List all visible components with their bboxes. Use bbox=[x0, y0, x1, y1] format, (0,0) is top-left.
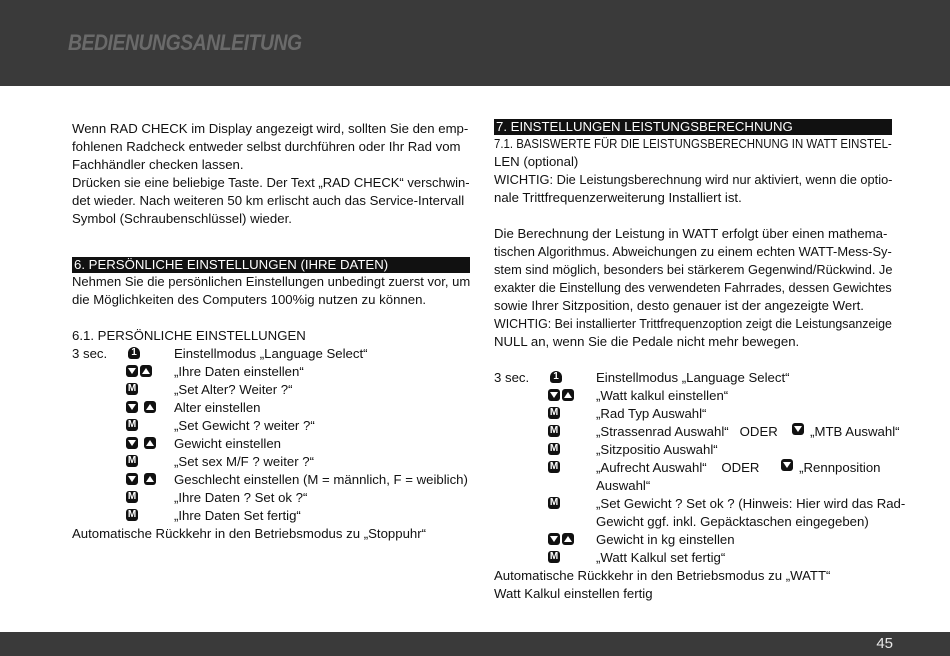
intro-line: fohlenen Radcheck entweder selbst durchführen oder Ihr Rad vom bbox=[72, 139, 461, 154]
section-text-line: Nehmen Sie die persönlichen Einstellungen unbedingt zuerst vor, um bbox=[72, 274, 471, 289]
intro-line: 7.1. BASISWERTE FÜR DIE LEISTUNGSBERECHNUNG IN WATT EINSTEL- bbox=[494, 136, 892, 151]
step-row bbox=[494, 369, 892, 387]
step-text: „Set Gewicht ? Set ok ? (Hinweis: Hier wird das Rad- Gewicht ggf. inkl. Gepäcktaschen eingegeben) bbox=[596, 496, 906, 529]
step-row bbox=[72, 507, 470, 525]
step-row bbox=[494, 423, 900, 441]
step-text: „Ihre Daten einstellen“ bbox=[174, 364, 304, 379]
mode-button-icon: M bbox=[549, 407, 559, 418]
down-up-buttons-icon bbox=[548, 533, 576, 547]
intro-line: nale Trittfrequenzerweiterung Installiert ist. bbox=[494, 190, 742, 205]
step-row bbox=[72, 489, 470, 507]
mode-button-icon: M bbox=[549, 425, 559, 436]
intro-line: WICHTIG: Die Leistungsberechnung wird nur aktiviert, wenn die optio- bbox=[494, 172, 893, 187]
para-line: stem sind möglich, besonders bei stärkerem Gegenwind/Rückwind. Je bbox=[494, 262, 893, 277]
intro-line: Fachhändler checken lassen. bbox=[72, 157, 244, 172]
down-up-buttons-icon bbox=[126, 365, 154, 379]
step-text: Einstellmodus „Language Select“ bbox=[596, 370, 790, 385]
step-row bbox=[494, 459, 892, 495]
para-line: NULL an, wenn Sie die Pedale nicht mehr bewegen. bbox=[494, 334, 800, 349]
step-text: „Ihre Daten Set fertig“ bbox=[174, 508, 301, 523]
section-heading-6: 6. PERSÖNLICHE EINSTELLUNGEN (IHRE DATEN) bbox=[72, 257, 470, 273]
step-row bbox=[494, 549, 892, 567]
para-line: Die Berechnung der Leistung in WATT erfolgt über einen mathema- bbox=[494, 226, 888, 241]
step-text: „Set Gewicht ? weiter ?“ bbox=[174, 418, 315, 433]
step-text: „Watt Kalkul set fertig“ bbox=[596, 550, 726, 565]
or-label: ODER bbox=[721, 460, 760, 475]
step-text: „Set sex M/F ? weiter ?“ bbox=[174, 454, 314, 469]
step-text: „Aufrecht Auswahl“ ODER „Rennposition Auswahl“ bbox=[596, 460, 881, 493]
intro-line: Symbol (Schraubenschlüssel) wieder. bbox=[72, 211, 292, 226]
step-text: „Sitzpositio Auswahl“ bbox=[596, 442, 718, 457]
step-label: 3 sec. bbox=[494, 370, 530, 385]
step-row bbox=[72, 381, 470, 399]
header-bar bbox=[0, 0, 950, 86]
closing-line: Automatische Rückkehr in den Betriebsmodus zu „Stoppuhr“ bbox=[72, 526, 427, 541]
page-number: 45 bbox=[876, 635, 893, 652]
step-text: Alter einstellen bbox=[174, 400, 261, 415]
para-line: tischen Algorithmus. Abweichungen zu einem echten WATT-Mess-Sy- bbox=[494, 244, 892, 259]
mode-button-icon: M bbox=[127, 491, 137, 502]
document-title: BEDIENUNGSANLEITUNG bbox=[68, 30, 302, 55]
footer-bar bbox=[0, 632, 950, 656]
section-text-line: die Möglichkeiten des Computers 100%ig nutzen zu können. bbox=[72, 292, 427, 307]
para-line: sowie Ihrer Sitzposition, desto genauer ist der angezeigte Wert. bbox=[494, 298, 864, 313]
step-row bbox=[72, 471, 470, 489]
mode-button-icon: M bbox=[127, 419, 137, 430]
step-text: „Watt kalkul einstellen“ bbox=[596, 388, 729, 403]
step-text: „Strassenrad Auswahl“ ODER „MTB Auswahl“ bbox=[596, 424, 900, 439]
mode-button-icon: M bbox=[549, 461, 559, 472]
button-1-icon: 1 bbox=[128, 347, 142, 361]
or-label: ODER bbox=[739, 424, 778, 439]
step-row bbox=[72, 363, 470, 381]
step-row bbox=[494, 387, 892, 405]
mode-button-icon: M bbox=[127, 509, 137, 520]
down-up-buttons-icon bbox=[548, 389, 576, 403]
step-text: „Ihre Daten ? Set ok ?“ bbox=[174, 490, 308, 505]
intro-line: Wenn RAD CHECK im Display angezeigt wird, sollten Sie den emp- bbox=[72, 121, 469, 136]
step-row bbox=[72, 417, 470, 435]
alt-choice: „Rennposition bbox=[799, 460, 881, 475]
down-up-buttons-icon bbox=[126, 401, 158, 415]
step-row bbox=[72, 453, 470, 471]
closing-line: Automatische Rückkehr in den Betriebsmodus zu „WATT“ bbox=[494, 568, 831, 583]
mode-button-icon: M bbox=[549, 443, 559, 454]
step-text: Geschlecht einstellen (M = männlich, F = weiblich) bbox=[174, 472, 468, 487]
step-row bbox=[72, 399, 470, 417]
section-heading-7: 7. EINSTELLUNGEN LEISTUNGSBERECHNUNG bbox=[494, 119, 892, 135]
para-line: exakter die Einstellung des verwendeten Fahrrades, dessen Gewichtes bbox=[494, 280, 892, 295]
step-text: Gewicht in kg einstellen bbox=[596, 532, 735, 547]
intro-line: det wieder. Nach weiteren 50 km erlischt auch das Service-Intervall bbox=[72, 193, 465, 208]
down-up-buttons-icon bbox=[126, 473, 158, 487]
step-text: „Rad Typ Auswahl“ bbox=[596, 406, 707, 421]
mode-button-icon: M bbox=[549, 497, 559, 508]
alt-choice: „MTB Auswahl“ bbox=[810, 424, 900, 439]
para-line: WICHTIG: Bei installierter Trittfrequenzoption zeigt die Leistungsanzeige bbox=[494, 316, 892, 331]
step-row bbox=[494, 441, 892, 459]
closing-line: Watt Kalkul einstellen fertig bbox=[494, 586, 653, 601]
down-button-icon bbox=[781, 459, 793, 471]
subheading-6-1: 6.1. PERSÖNLICHE EINSTELLUNGEN bbox=[72, 328, 306, 343]
step-label: 3 sec. bbox=[72, 346, 108, 361]
down-button-icon bbox=[792, 423, 804, 435]
step-text: Einstellmodus „Language Select“ bbox=[174, 346, 368, 361]
mode-button-icon: M bbox=[549, 551, 559, 562]
mode-button-icon: M bbox=[127, 383, 137, 394]
step-text: „Set Alter? Weiter ?“ bbox=[174, 382, 293, 397]
down-up-buttons-icon bbox=[126, 437, 158, 451]
step-row bbox=[72, 345, 470, 363]
left-column bbox=[72, 120, 470, 543]
intro-line: LEN (optional) bbox=[494, 154, 579, 169]
step-row bbox=[494, 531, 892, 549]
step-row bbox=[494, 405, 892, 423]
right-column bbox=[494, 119, 906, 603]
mode-button-icon: M bbox=[127, 455, 137, 466]
step-row bbox=[72, 435, 470, 453]
step-text: Gewicht einstellen bbox=[174, 436, 282, 451]
button-1-icon: 1 bbox=[550, 371, 564, 385]
intro-line: Drücken sie eine beliebige Taste. Der Text „RAD CHECK“ verschwin- bbox=[72, 175, 470, 190]
step-row bbox=[494, 495, 906, 531]
